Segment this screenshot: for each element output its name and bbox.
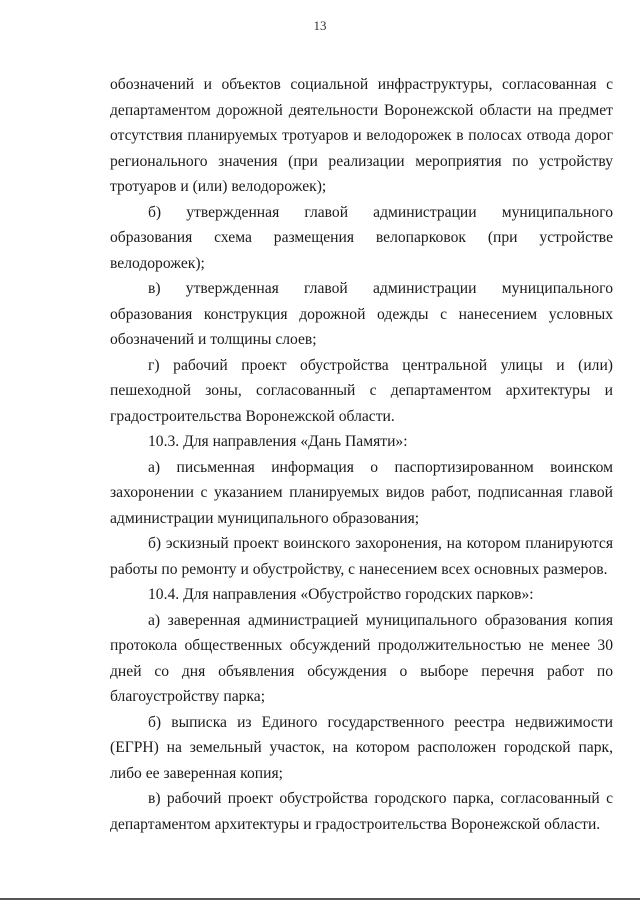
section-heading-10-3: 10.3. Для направления «Дань Памяти»: <box>148 433 408 450</box>
paragraph-park-project: в) рабочий проект обустройства городского парка, согласованный с департаментом архитектуры и градостроительства Воронежской области. <box>110 790 613 833</box>
paragraph-public-hearing-protocol: а) заверенная администрацией муниципального образования копия протокола общественных обсуждений продолжительностью не менее 30 дней со дня объявления обсуждения о выборе перечня работ по благоустройству парка; <box>110 611 613 705</box>
section-heading-10-4: 10.4. Для направления «Обустройство городских парков»: <box>148 586 534 603</box>
paragraph-memorial-info: а) письменная информация о паспортизированном воинском захоронении с указанием планируемых видов работ, подписанная главой администрации муниципального образования; <box>110 458 613 527</box>
bottom-divider <box>0 898 640 900</box>
paragraph-social-infrastructure: обозначений и объектов социальной инфраструктуры, согласованная с департаментом дорожной деятельности Воронежской области на предмет отсутствия планируемых тротуаров и велодорожек в полосах отвода дорог регионального значения (при реализации мероприятия по устройству тротуаров и (или) велодорожек); <box>110 76 613 195</box>
paragraph-egrn-extract: б) выписка из Единого государственного реестра недвижимости (ЕГРН) на земельный участок, на котором расположен городской парк, либо ее заверенная копия; <box>110 713 613 782</box>
paragraph-road-pavement-design: в) утвержденная главой администрации муниципального образования конструкция дорожной одежды с нанесением условных обозначений и толщины слоев; <box>110 280 613 348</box>
paragraph-bike-parking-scheme: б) утвержденная главой администрации муниципального образования схема размещения велопарковок (при устройстве велодорожек); <box>110 203 613 272</box>
page-number: 13 <box>313 18 327 33</box>
paragraph-central-street-project: г) рабочий проект обустройства центральной улицы и (или) пешеходной зоны, согласованный с департаментом архитектуры и градостроительства Воронежской области. <box>110 356 613 425</box>
document-body <box>110 72 613 837</box>
paragraph-memorial-sketch: б) эскизный проект воинского захоронения, на котором планируются работы по ремонту и обустройству, с нанесением всех основных размеров. <box>110 535 613 578</box>
